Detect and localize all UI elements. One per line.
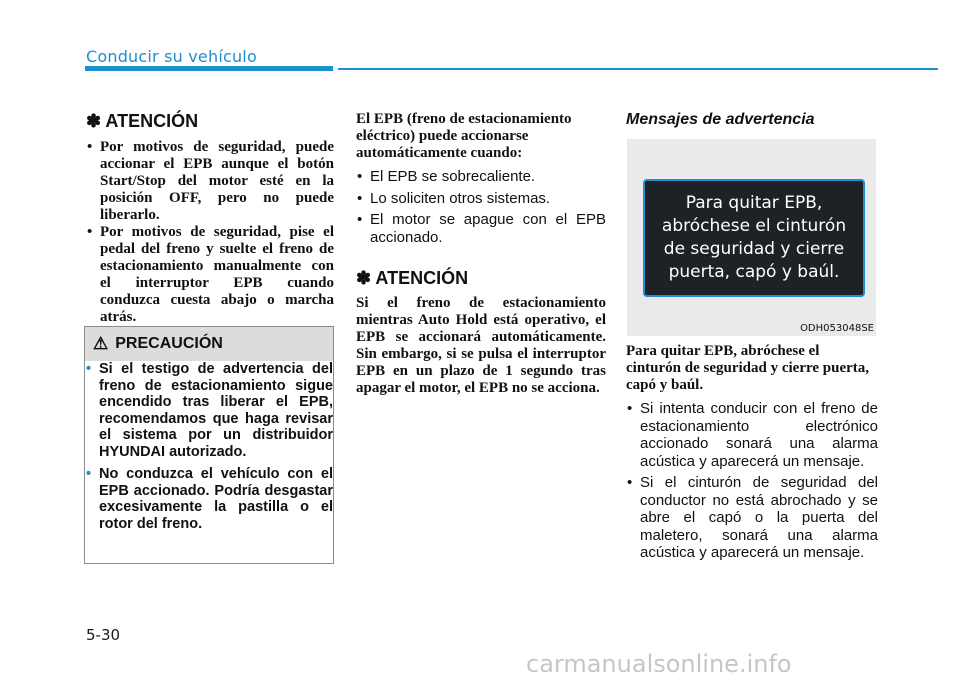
- bullet: •: [357, 189, 363, 207]
- display-line: de seguridad y cierre: [663, 239, 845, 259]
- attention-list: [86, 139, 334, 326]
- message-section: [626, 343, 878, 562]
- attention-heading: ✽ ATENCIÓN: [356, 268, 469, 288]
- epb-intro: El EPB (freno de estacionamiento eléctrico) puede accionarse automáticamente cuando:: [356, 111, 572, 161]
- precaution-title: PRECAUCIÓN: [115, 335, 223, 353]
- list-item: • Si intenta conducir con el freno de estacionamiento electrónico accionado sonará una alarma acústica y aparecerá un mensaje.: [627, 400, 878, 470]
- bullet: •: [357, 168, 363, 185]
- list-item: • Lo soliciten otros sistemas.: [357, 189, 551, 207]
- message-title: Para quitar EPB, abróchese el cinturón de seguridad y cierre puerta, capó y baúl.: [626, 343, 870, 393]
- list-item: • Si el cinturón de seguridad del conductor no está abrochado y se abre el capó o la puerta del maletero, sonará una alarma acústica y aparecerá un mensaje.: [627, 474, 878, 561]
- column-middle: [356, 111, 606, 397]
- precaution-header: [85, 327, 333, 361]
- column-left: [86, 111, 334, 326]
- list-item: • Por motivos de seguridad, puede accionar el EPB aunque el botón Start/Stop del motor esté en la posición OFF, pero no puede liberarlo.: [87, 139, 334, 223]
- bullet: •: [87, 139, 93, 155]
- display-line: Para quitar EPB,: [685, 193, 823, 213]
- bullet: •: [627, 474, 633, 491]
- message-list: [626, 400, 878, 562]
- header-rule-thin: [338, 68, 938, 70]
- image-code: ODH053048SE: [800, 323, 874, 334]
- bullet: •: [87, 224, 93, 240]
- cluster-message-image: [627, 139, 876, 336]
- list-item: • No conduzca el vehículo con el EPB accionado. Podría desgastar excesivamente la pastilla o el rotor del freno.: [86, 466, 333, 532]
- attention-heading: ✽ ATENCIÓN: [86, 111, 199, 131]
- precaution-list: [85, 361, 333, 532]
- column-right: [626, 111, 878, 129]
- bullet: •: [86, 361, 92, 377]
- warning-triangle-icon: ⚠: [93, 334, 109, 354]
- bullet: •: [627, 400, 633, 417]
- header-rule-thick: [85, 66, 333, 71]
- warning-messages-heading: Mensajes de advertencia: [626, 111, 815, 128]
- display-line: abróchese el cinturón: [661, 216, 847, 236]
- bullet: •: [357, 211, 363, 228]
- list-item: • Por motivos de seguridad, pise el pedal del freno y suelte el freno de estacionamiento manualmente con el interruptor EPB cuando conduzca cuesta abajo o marcha atrás.: [87, 224, 334, 325]
- precaution-box: [84, 326, 334, 564]
- list-item: • El motor se apague con el EPB accionado.: [357, 211, 606, 246]
- cluster-display: [643, 179, 865, 297]
- page-number: 5-30: [86, 626, 121, 644]
- list-item: • Si el testigo de advertencia del freno de estacionamiento sigue encendido tras liberar el EPB, recomendamos que haga revisar el sistema por un distribuidor HYUNDAI autorizado.: [86, 361, 333, 460]
- section-title: Conducir su vehículo: [86, 47, 257, 66]
- watermark: carmanualsonline.info: [526, 650, 792, 678]
- epb-conditions-list: [356, 168, 606, 246]
- display-line: puerta, capó y baúl.: [668, 262, 840, 282]
- bullet: •: [86, 466, 92, 482]
- attention-body: Si el freno de estacionamiento mientras Auto Hold está operativo, el EPB se accionará automáticamente. Sin embargo, si se pulsa el interruptor EPB en un plazo de 1 segundo tras apagar el motor, el EPB no se acciona.: [356, 295, 606, 396]
- list-item: • El EPB se sobrecaliente.: [357, 168, 536, 185]
